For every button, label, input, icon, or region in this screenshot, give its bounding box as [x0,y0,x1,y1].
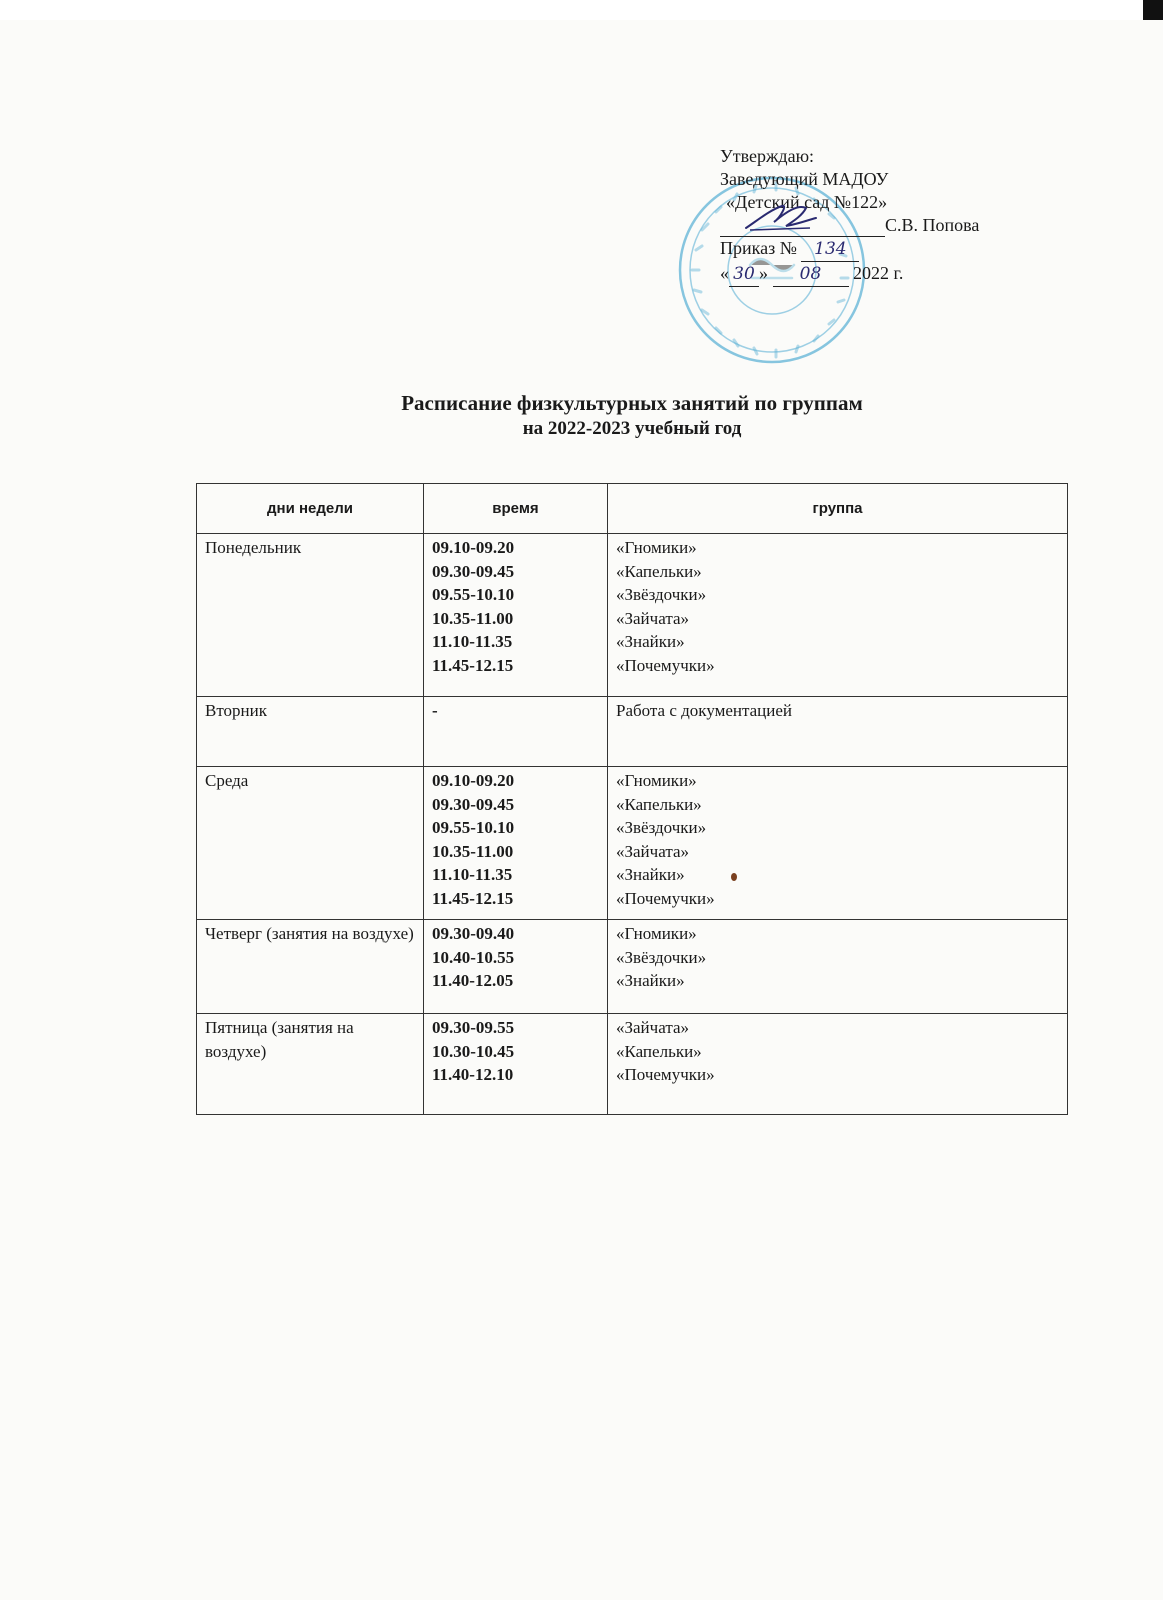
group-cell [608,534,1068,697]
group-name: «Знайки» [616,865,685,884]
time-slot: 09.30-09.45 [432,561,515,581]
group-name: «Зайчата» [616,608,689,628]
table-row [197,534,1068,697]
title-line-2: на 2022-2023 учебный год [522,418,742,439]
group-name: «Капельки» [616,561,702,581]
time-slot: 10.35-11.00 [432,841,514,861]
approval-block [720,145,1020,287]
time-slot: 09.30-09.45 [432,794,515,814]
date-day: 30 [729,263,759,287]
group-name: «Гномики» [616,538,697,557]
table-header-row [197,484,1068,534]
group-name: «Гномики» [616,924,697,943]
table-row [197,920,1068,1014]
time-slot: 09.55-10.10 [432,818,515,837]
title-line-1: Расписание физкультурных занятий по группам [401,391,863,415]
document-title [196,390,1068,441]
approval-position: Заведующий МАДОУ [720,169,889,189]
group-name: «Капельки» [616,794,702,814]
header-time: время [424,484,608,534]
scan-top-margin [0,0,1163,20]
group-cell [608,697,1068,767]
day-cell: Вторник [197,697,424,767]
approval-institution: «Детский сад №122» [726,192,888,212]
day-cell: Пятница (занятия на воздухе) [197,1014,424,1115]
signatory-name: С.В. Попова [885,215,980,235]
group-name: «Знайки» [616,632,685,651]
order-label: Приказ № [720,238,797,258]
group-name: «Почемучки» [616,1065,715,1084]
time-slot: 10.35-11.00 [432,608,514,628]
time-slot: 11.45-12.15 [432,655,514,675]
time-slot: 09.30-09.55 [432,1018,515,1037]
approval-heading: Утверждаю: [720,146,815,166]
order-line [720,237,1020,262]
date-close-quote: » [759,263,768,283]
time-slot: 11.40-12.05 [432,971,514,990]
group-name: Работа с документацией [616,701,793,720]
group-name: «Звёздочки» [616,947,707,967]
group-name: «Зайчата» [616,1018,689,1037]
day-cell: Четверг (занятия на воздухе) [197,920,424,1014]
time-slot: - [432,701,438,720]
group-cell [608,920,1068,1014]
group-name: «Гномики» [616,771,697,790]
group-name: «Капельки» [616,1041,702,1061]
time-slot: 10.30-10.45 [432,1041,515,1061]
time-slot: 09.10-09.20 [432,771,515,790]
time-slot: 11.45-12.15 [432,888,514,908]
time-slot: 11.10-11.35 [432,632,513,651]
time-cell [424,534,608,697]
date-open-quote: « [720,263,729,283]
table-row [197,1014,1068,1115]
table-row [197,767,1068,920]
order-number: 134 [801,238,859,262]
date-line [720,262,1020,287]
time-cell [424,920,608,1014]
time-cell [424,1014,608,1115]
time-slot: 11.10-11.35 [432,865,513,884]
day-cell: Среда [197,767,424,920]
time-slot: 09.30-09.40 [432,924,515,943]
schedule-table [196,483,1068,1115]
handwritten-signature [740,200,820,236]
signature-line [720,214,1020,237]
day-cell: Понедельник [197,534,424,697]
group-name: «Почемучки» [616,888,715,908]
group-cell [608,1014,1068,1115]
time-slot: 09.10-09.20 [432,538,515,557]
time-slot: 11.40-12.10 [432,1065,514,1084]
time-slot: 10.40-10.55 [432,947,515,967]
ink-speck [731,873,737,881]
time-slot: 09.55-10.10 [432,585,515,604]
time-cell [424,767,608,920]
time-cell [424,697,608,767]
group-name: «Зайчата» [616,841,689,861]
group-name: «Звёздочки» [616,818,707,837]
group-name: «Знайки» [616,971,685,990]
group-name: «Звёздочки» [616,585,707,604]
header-group: группа [608,484,1068,534]
group-cell [608,767,1068,920]
date-month: 08 [773,263,849,287]
date-year: 2022 г. [853,263,904,283]
group-name: «Почемучки» [616,655,715,675]
header-days: дни недели [197,484,424,534]
scan-corner-mark [1143,0,1163,20]
table-row [197,697,1068,767]
